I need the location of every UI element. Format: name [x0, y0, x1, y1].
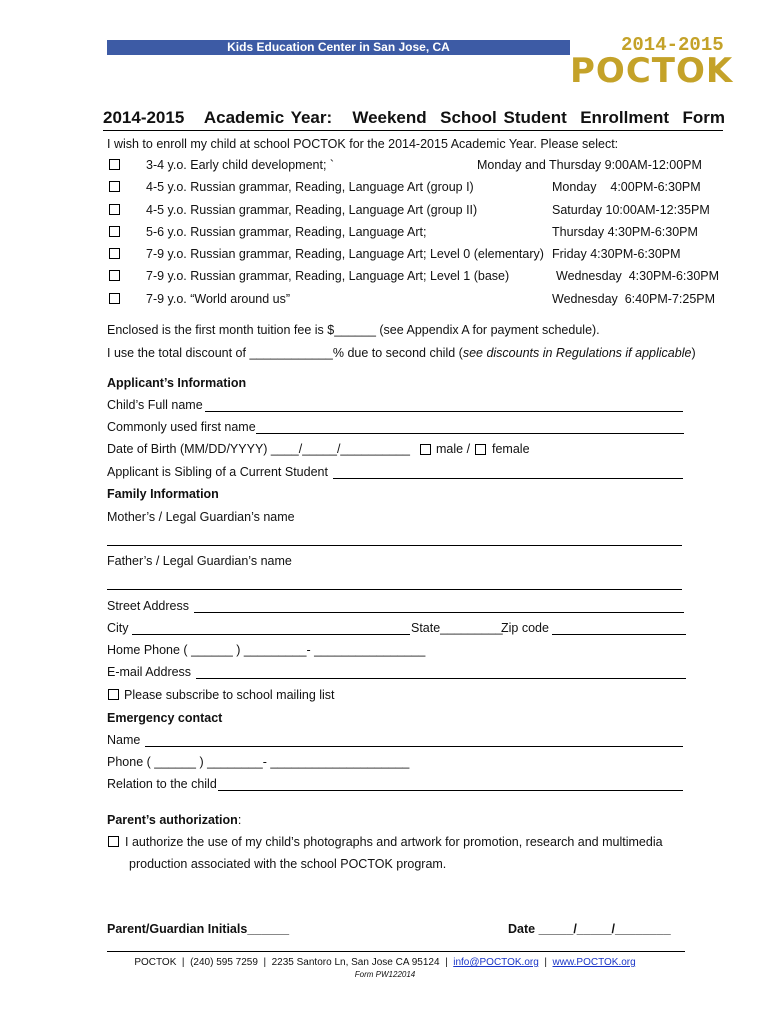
mother-field[interactable]: [107, 545, 682, 546]
state-field[interactable]: State_________: [411, 621, 503, 635]
footer-separator: |: [538, 957, 553, 968]
subscribe-checkbox[interactable]: [108, 689, 119, 700]
female-label: female: [492, 442, 530, 456]
authorization-heading-line: [107, 813, 241, 827]
intro-text: I wish to enroll my child at school POCTOK for the 2014-2015 Academic Year. Please select:: [107, 137, 619, 151]
course-schedule: Wednesday 4:30PM-6:30PM: [556, 269, 720, 283]
course-name: 7-9 y.o. Russian grammar, Reading, Language Art; Level 0 (elementary): [146, 247, 544, 261]
emergency-name-field[interactable]: [145, 746, 683, 747]
father-label: Father’s / Legal Guardian’s name: [107, 554, 292, 568]
relation-label: Relation to the child: [107, 777, 217, 791]
discount-prefix: I use the total discount of ____________% due to second child (: [107, 346, 463, 360]
sibling-field[interactable]: [333, 478, 683, 479]
discount-note: see discounts in Regulations if applicable: [462, 346, 692, 360]
header-banner: Kids Education Center in San Jose, CA: [107, 40, 570, 55]
course-schedule: Monday 4:00PM-6:30PM: [552, 180, 701, 194]
street-field[interactable]: [194, 612, 684, 613]
authorization-colon: :: [237, 813, 242, 827]
course-schedule: Thursday 4:30PM-6:30PM: [552, 225, 698, 239]
dob-field[interactable]: Date of Birth (MM/DD/YYYY) ____/_____/__________: [107, 442, 410, 456]
course-checkbox[interactable]: [109, 248, 120, 259]
course-checkbox[interactable]: [109, 226, 120, 237]
footer: [0, 957, 770, 968]
course-schedule: Monday and Thursday 9:00AM-12:00PM: [477, 158, 702, 172]
course-name: 5-6 y.o. Russian grammar, Reading, Language Art;: [146, 225, 427, 239]
email-label: E-mail Address: [107, 665, 192, 679]
emergency-phone-field[interactable]: Phone ( ______ ) ________- ____________________: [107, 755, 410, 769]
home-phone-field[interactable]: Home Phone ( ______ ) _________- ________________: [107, 643, 426, 657]
course-checkbox[interactable]: [109, 270, 120, 281]
first-name-field[interactable]: [256, 433, 684, 434]
course-name: 7-9 y.o. Russian grammar, Reading, Language Art; Level 1 (base): [146, 269, 510, 283]
emergency-name-label: Name: [107, 733, 141, 747]
form-title: 2014-2015 Academic Year: Weekend School Student Enrollment Form: [103, 108, 725, 127]
course-schedule: Friday 4:30PM-6:30PM: [552, 247, 681, 261]
course-checkbox[interactable]: [109, 204, 120, 215]
father-field[interactable]: [107, 589, 682, 590]
footer-website-link[interactable]: www.POCTOK.org: [552, 957, 636, 968]
course-schedule: Saturday 10:00AM-12:35PM: [552, 203, 710, 217]
footer-email-link[interactable]: info@POCTOK.org: [453, 957, 539, 968]
discount-line: [107, 346, 696, 360]
discount-suffix: ): [691, 346, 696, 360]
course-name: 3-4 y.o. Early child development; `: [146, 158, 335, 172]
authorize-text-2: production associated with the school POCTOK program.: [129, 857, 447, 871]
date-field[interactable]: Date _____/_____/________: [508, 922, 671, 936]
child-full-name-label: Child’s Full name: [107, 398, 203, 412]
authorize-checkbox[interactable]: [108, 836, 119, 847]
title-underline: [103, 130, 723, 131]
child-full-name-field[interactable]: [205, 411, 683, 412]
initials-field[interactable]: Parent/Guardian Initials______: [107, 922, 290, 936]
logo-name: POCTOK: [570, 51, 734, 91]
city-field[interactable]: [132, 634, 410, 635]
relation-field[interactable]: [218, 790, 683, 791]
authorize-text-1: I authorize the use of my child’s photographs and artwork for promotion, research and multimedia: [125, 835, 663, 849]
course-schedule: Wednesday 6:40PM-7:25PM: [552, 292, 716, 306]
applicant-heading: Applicant’s Information: [107, 376, 247, 390]
family-heading: Family Information: [107, 487, 219, 501]
male-label: male /: [436, 442, 471, 456]
course-checkbox[interactable]: [109, 293, 120, 304]
course-name: 7-9 y.o. “World around us”: [146, 292, 291, 306]
email-field[interactable]: [196, 678, 686, 679]
footer-rule: [107, 951, 685, 952]
female-checkbox[interactable]: [475, 444, 486, 455]
mother-label: Mother’s / Legal Guardian’s name: [107, 510, 295, 524]
fee-line: Enclosed is the first month tuition fee is $______ (see Appendix A for payment schedule).: [107, 323, 600, 337]
logo-year: 2014-2015: [621, 34, 724, 56]
city-label: City: [107, 621, 129, 635]
zip-field[interactable]: [552, 634, 686, 635]
course-checkbox[interactable]: [109, 181, 120, 192]
course-name: 4-5 y.o. Russian grammar, Reading, Language Art (group I): [146, 180, 474, 194]
emergency-heading: Emergency contact: [107, 711, 223, 725]
subscribe-label: Please subscribe to school mailing list: [124, 688, 335, 702]
course-name: 4-5 y.o. Russian grammar, Reading, Language Art (group II): [146, 203, 478, 217]
first-name-label: Commonly used first name: [107, 420, 256, 434]
course-checkbox[interactable]: [109, 159, 120, 170]
authorization-heading: Parent’s authorization: [107, 813, 238, 827]
male-checkbox[interactable]: [420, 444, 431, 455]
street-label: Street Address: [107, 599, 189, 613]
footer-contact: POCTOK | (240) 595 7259 | 2235 Santoro Ln, San Jose CA 95124 |: [134, 957, 454, 968]
form-id: Form PW122014: [354, 970, 416, 979]
sibling-label: Applicant is Sibling of a Current Student: [107, 465, 328, 479]
zip-label: Zip code: [501, 621, 549, 635]
